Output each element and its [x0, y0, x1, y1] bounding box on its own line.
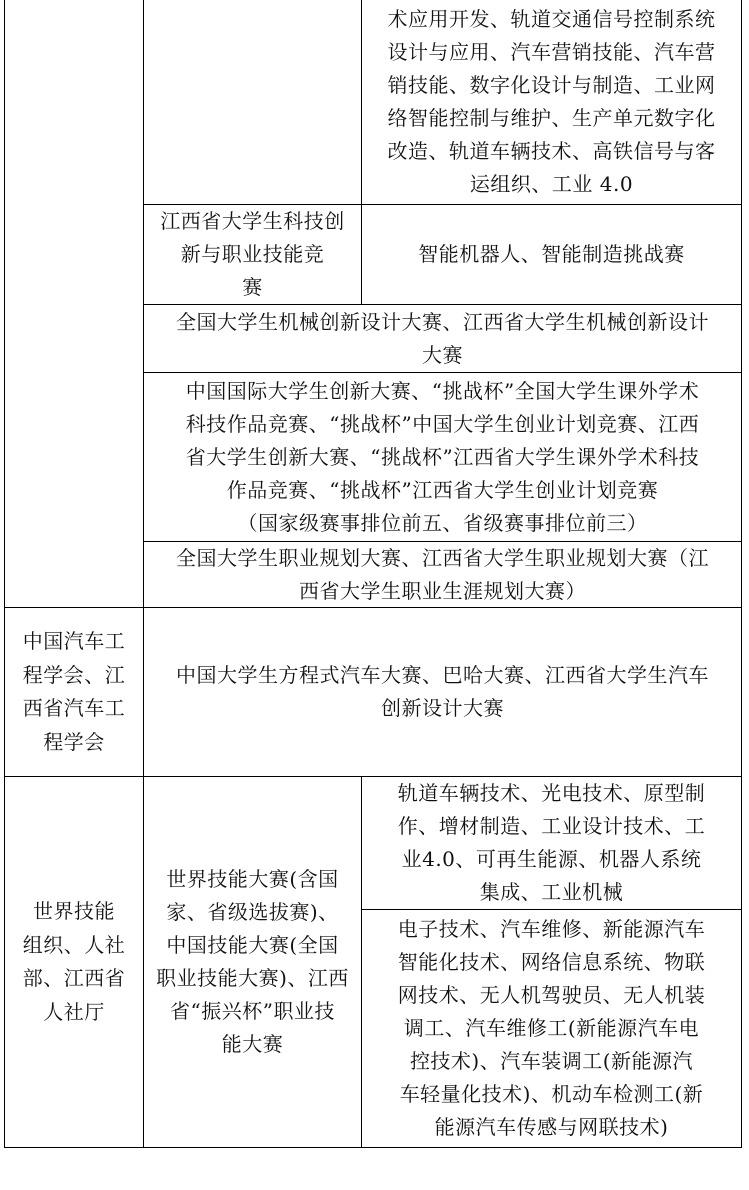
worldskills-competition-text [156, 863, 349, 1061]
career-cell [144, 542, 741, 607]
jiangxi-items-text [418, 238, 685, 271]
text-line: 中国国际大学生创新大赛、“挑战杯”全国大学生课外学术 [185, 378, 700, 403]
jiangxi-competition-text [160, 205, 345, 304]
worldskills-items-a-text [398, 777, 706, 909]
text-line: 调工、汽车维修工(新能源汽车电 [403, 1016, 700, 1040]
text-line: 业4.0、可再生能源、机器人系统 [401, 847, 702, 871]
worldskills-items-b-text [398, 913, 706, 1144]
text-line: 西省大学生职业生涯规划大赛） [299, 578, 586, 603]
mechanical-text [176, 306, 709, 372]
automotive-competition-cell [144, 608, 741, 776]
text-line: 人社厅 [43, 999, 105, 1024]
text-line: 西省汽车工 [22, 696, 126, 720]
text-line: 中国汽车工 [22, 629, 126, 653]
jiangxi-items-cell [362, 205, 741, 304]
text-line: 科技作品竞赛、“挑战杯”中国大学生创业计划竞赛、江西 [185, 411, 700, 436]
text-line: 作品竞赛、“挑战杯”江西省大学生创业计划竞赛 [226, 477, 659, 502]
text-line: 能大赛 [221, 1032, 284, 1056]
career-text [176, 542, 709, 608]
text-line: 中国大学生方程式汽车大赛、巴哈大赛、江西省大学生汽车 [176, 663, 709, 687]
jiangxi-competition-cell [144, 205, 361, 304]
mechanical-cell [144, 305, 741, 372]
text-line: 控技术)、汽车装调工(新能源汽 [409, 1049, 694, 1073]
text-line: 江西省大学生科技创 [160, 209, 345, 233]
text-line: （国家级赛事排位前五、省级赛事排位前三） [237, 510, 648, 535]
text-line: 术应用开发、轨道交通信号控制系统 [387, 7, 716, 31]
text-line: 改造、轨道车辆技术、高铁信号与客 [387, 139, 716, 163]
table-right-border [741, 0, 742, 1148]
innovation-cell [144, 373, 741, 541]
text-line: 程学会、江 [22, 662, 126, 687]
text-line: 络智能控制与维护、生产单元数字化 [387, 106, 716, 130]
worldskills-competition-cell [144, 777, 361, 1147]
top-items-cell [362, 0, 741, 204]
text-line: 作、增材制造、工业设计技术、工 [397, 814, 706, 838]
automotive-competition-text [176, 659, 709, 725]
table-bottom-border [4, 1147, 742, 1148]
worldskills-items-a-cell [362, 777, 741, 909]
text-line: 车轻量化技术)、机动车检测工(新 [399, 1082, 704, 1106]
innovation-text [186, 375, 699, 540]
text-line: 设计与应用、汽车营销技能、汽车营 [387, 40, 716, 64]
text-line: 创新设计大赛 [381, 696, 504, 720]
text-line: 省“振兴杯”职业技 [170, 999, 335, 1023]
text-line: 程学会 [43, 729, 105, 754]
text-line: 赛 [242, 275, 263, 299]
text-line: 省大学生创新大赛、“挑战杯”江西省大学生课外学术科技 [185, 444, 700, 469]
text-line: 销技能、数字化设计与制造、工业网 [387, 73, 716, 97]
worldskills-organizer-cell [5, 777, 143, 1147]
text-line: 全国大学生机械创新设计大赛、江西省大学生机械创新设计 [176, 309, 709, 334]
text-line: 世界技能 [33, 899, 115, 923]
automotive-organizer-text [23, 625, 126, 759]
text-line: 集成、工业机械 [479, 880, 624, 904]
text-line: 能源汽车传感与网联技术) [434, 1115, 669, 1139]
text-line: 电子技术、汽车维修、新能源汽车 [397, 917, 706, 941]
text-line: 智能化技术、网络信息系统、物联 [397, 950, 706, 974]
top-items-text [388, 3, 716, 201]
text-line: 中国技能大赛(全国 [166, 933, 339, 957]
worldskills-organizer-text [23, 895, 126, 1029]
automotive-organizer-cell [5, 608, 143, 776]
text-line: 运组织、工业 4.0 [469, 172, 634, 196]
text-line: 部、江西省 [22, 966, 126, 990]
text-line: 家、省级选拔赛)、 [166, 900, 339, 924]
text-line: 职业技能大赛)、江西 [156, 966, 349, 990]
text-line: 全国大学生职业规划大赛、江西省大学生职业规划大赛（江 [176, 545, 709, 570]
text-line: 网技术、无人机驾驶员、无人机装 [397, 983, 706, 1007]
worldskills-items-b-cell [362, 910, 741, 1147]
text-line: 世界技能大赛(含国 [166, 867, 339, 891]
text-line: 智能机器人、智能制造挑战赛 [418, 242, 685, 266]
text-line: 组织、人社 [22, 932, 126, 957]
text-line: 大赛 [422, 342, 463, 367]
text-line: 新与职业技能竞 [180, 242, 325, 266]
text-line: 轨道车辆技术、光电技术、原型制 [397, 781, 706, 805]
